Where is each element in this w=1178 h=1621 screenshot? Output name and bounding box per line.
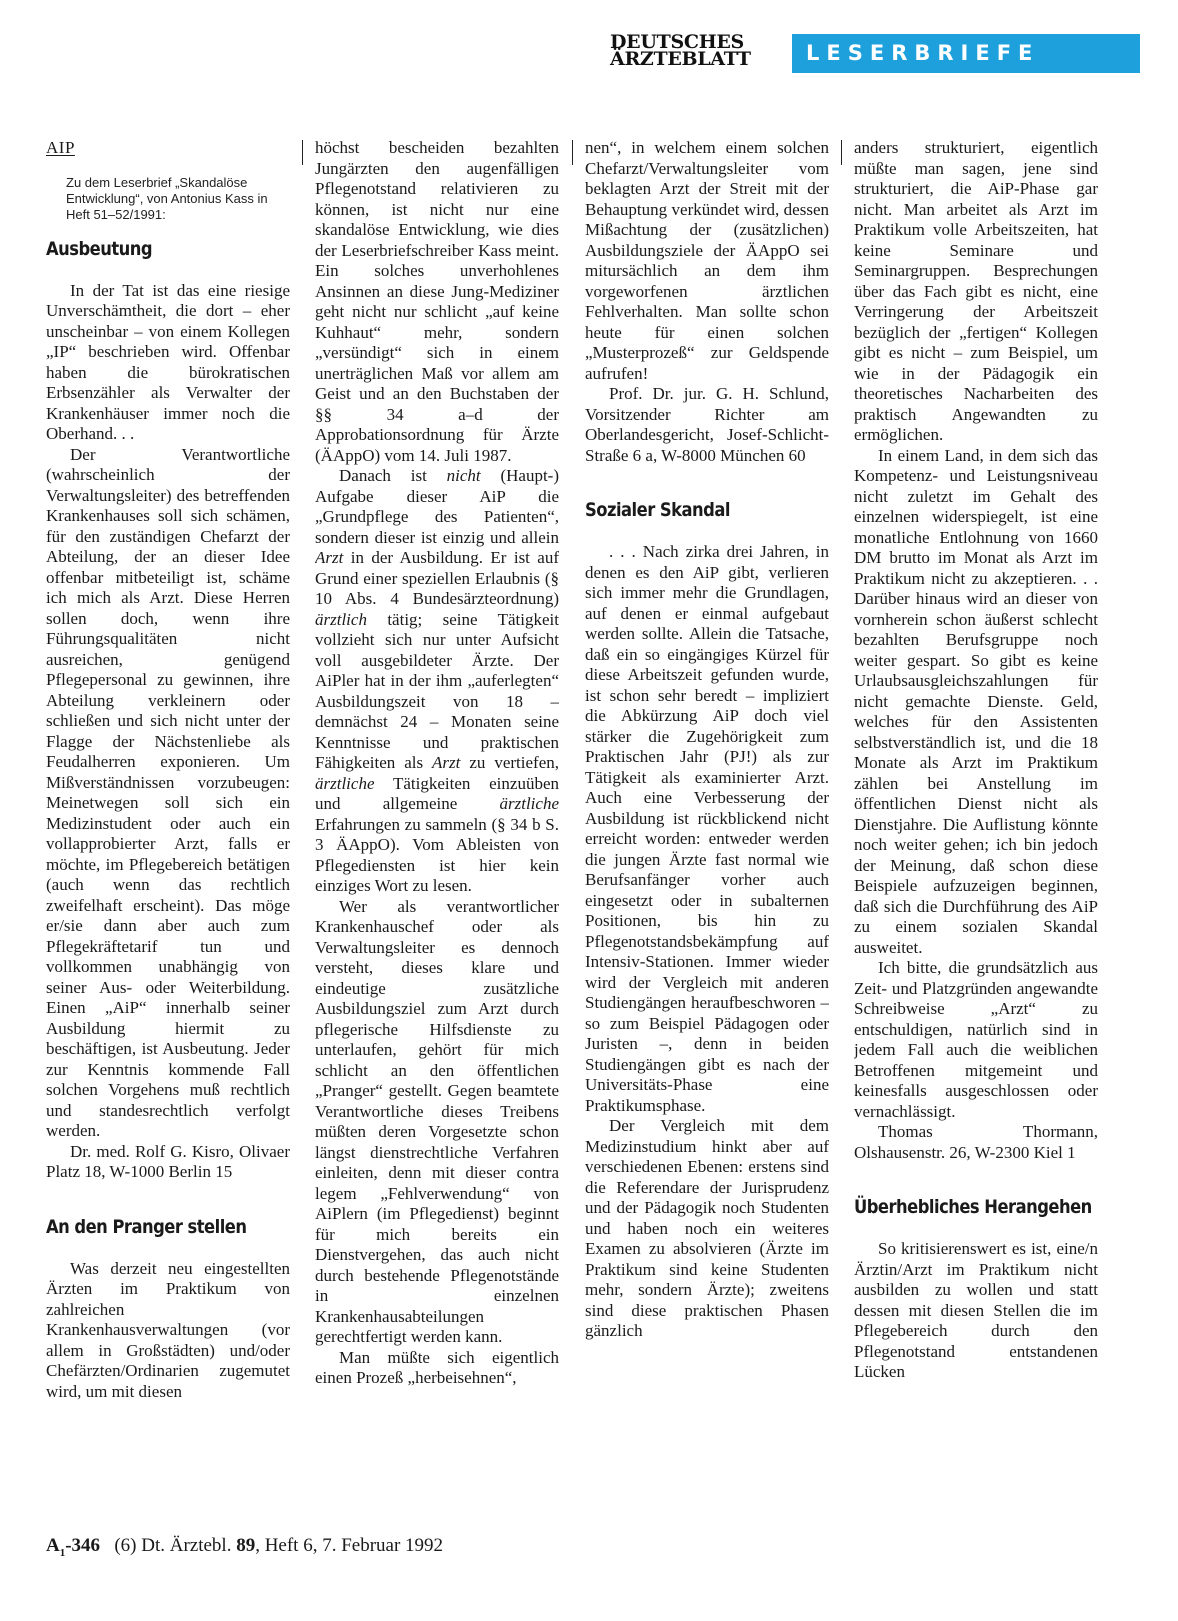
issue-date: , Heft 6, 7. Februar 1992 <box>255 1535 444 1556</box>
letter-signature: Dr. med. Rolf G. Kisro, Olivaer Platz 18, W-1000 Berlin 15 <box>46 1141 290 1181</box>
letter-paragraph: In der Tat ist das eine riesige Unverschämtheit, die dort – eher unscheinbar – von einem Kollegen „IP“ beschrieben wird. Offenbar haben die bürokratischen Erbsenzähler als Verwalter der Krankenhäuser immer noch die Oberhand. . . <box>46 280 290 443</box>
masthead <box>610 31 1140 74</box>
column-rule <box>841 140 842 165</box>
page-prefix: A <box>46 1535 60 1556</box>
letter-paragraph: In einem Land, in dem sich das Kompetenz- und Leistungsniveau nicht zuletzt im Gehalt des einzelnen widerspiegelt, ist eine monatliche Entlohnung von 1660 DM brutto im Monat als Arzt im Praktikum nicht zu akzeptieren. . . Darüber hinaus wird an dieser von vornherein schon äußerst schlecht bezahlten Berufsgruppe noch weiter gespart. So gibt es keine Urlaubsausgleichszahlungen für nicht gemachte Dienste. Geld, welches für den Assistenten selbstverständlich ist, und die 18 Monate als Arzt im Praktikum zählen bei Anstellung im öffentlichen Dienst nicht als Dienstjahre. Die Auflistung könnte noch weiter gehen; ich bin jedoch der Meinung, daß schon diese Beispiele aufzuzeigen beginnen, daß sich die Durchführung des AiP zu einem sozialen Skandal ausweitet. <box>854 445 1098 957</box>
column-4 <box>854 138 1098 1518</box>
letter-paragraph: Was derzeit neu eingestellten Ärzten im Praktikum von zahlreichen Krankenhausverwaltungen (vor allem in Großstädten) und/oder Chefärzten/Ordinarien zugemutet wird, um mit diesen <box>46 1258 290 1401</box>
issue-ref: (6) Dt. Ärztebl. <box>114 1535 237 1556</box>
letter-paragraph: Der Vergleich mit dem Medizinstudium hinkt aber auf verschiedenen Ebenen: erstens sind die Referendare der Jurisprudenz und der Pädagogik noch Studenten und haben noch ein weiteres Examen zu absolvieren (Ärzte im Praktikum sind keine Studenten mehr, sondern Ärzte); zweitens sind diese praktischen Phasen gänzlich <box>585 1116 829 1340</box>
letter-paragraph: Danach ist nicht (Haupt-) Aufgabe dieser AiP die „Grundpflege des Patienten“, sondern dieser ist einzig und allein Arzt in der Ausbildung. Er ist auf Grund einer speziellen Erlaubnis (§ 10 Abs. 4 Bundesärzteordnung) ärztlich tätig; seine Tätigkeit vollzieht sich nur unter Aufsicht voll ausgebildeter Ärzte. Der AiPler hat in der ihm „auferlegten“ Ausbildungszeit von 18 – demnächst 24 – Monaten seine Kenntnisse und praktischen Fähigkeiten als Arzt zu vertiefen, ärztliche Tätigkeiten einzuüben und allgemeine ärztliche Erfahrungen zu sammeln (§ 34 b S. 3 ÄAppO). Vom Ableisten von Pflegediensten ist hier kein einziges Wort zu lesen. <box>315 466 559 895</box>
page-subscript: 1 <box>59 1546 66 1559</box>
letter-paragraph: Ich bitte, die grundsätzlich aus Zeit- und Platzgründen angewandte Schreibweise „Arzt“ zu entschuldigen, natürlich sind in jedem Fall auch die weiblichen Betroffenen mitgemeint und keinesfalls ausgeschlossen oder vernachlässigt. <box>854 958 1098 1121</box>
letter-paragraph: Man müßte sich eigentlich einen Prozeß „herbeisehnen“, <box>315 1347 559 1387</box>
letter-paragraph: . . . Nach zirka drei Jahren, in denen es den AiP gibt, verlieren sich immer mehr die Grundlagen, auf denen er einmal aufgebaut werden sollte. Allein die Tatsache, daß ein so eingängiges Kürzel für diese Arbeitszeit gefunden wurde, ist schon sehr beredt – impliziert die Abkürzung AiP doch viel stärker die Zugehörigkeit zum Praktischen Jahr (PJ!) als zur Tätigkeit als examinierter Arzt. Auch eine Verbesserung der Ausbildung ist rückblickend nicht erreicht worden: entweder werden die jungen Ärzte fast normal wie Berufsanfänger vorher auch eingesetzt oder in subalternen Positionen, bis hin zu Pflegenotstandsbekämpfung auf Intensiv-Stationen. Immer wieder wird der Vergleich mit anderen Studiengängen heraufbeschworen – so zum Beispiel Pädagogen oder Juristen –, denn in beiden Studiengängen gibt es nach der Universitäts-Phase eine Praktikumsphase. <box>585 542 829 1115</box>
letter-signature: Thomas Thormann, Olshausenstr. 26, W-2300 Kiel 1 <box>854 1122 1098 1162</box>
letter-heading: Sozialer Skandal <box>585 499 730 521</box>
logo-line-1: DEUTSCHES <box>610 31 744 53</box>
letter-paragraph: Der Verantwortliche (wahrscheinlich der Verwaltungsleiter) des betreffenden Krankenhauses soll sich schämen, für den zuständigen Chefarzt der Abteilung, der an dieser Idee offenbar mitbeteiligt ist, schäme ich mich als Arzt. Diese Herren sollen doch, wenn ihre Führungsqualitäten nicht ausreichen, genügend Pflegepersonal zu gewinnen, ihre Abteilung verkleinern oder schließen und sich nicht unter der Flagge der Nächstenliebe als Feudalherren exponieren. Um Mißverständnissen vorzubeugen: Meinetwegen soll sich ein Medizinstudent oder auch ein vollapprobierter Arzt, falls er möchte, im Pflegebereich betätigen (auch wenn das rechtlich zweifelhaft erscheint). Das möge er/sie dann aber auch zum Pflegekräftetarif tun und vollkommen unabhängig von seiner Aus- oder Weiterbildung. Einen „AiP“ innerhalb seiner Ausbildung hiermit zu beschäftigen, ist Ausbeutung. Jeder zur Kenntnis kommende Fall solchen Vorgehens muß rechtlich und standesrechtlich verfolgt werden. <box>46 444 290 1140</box>
letter-paragraph: Wer als verantwortlicher Krankenhauschef oder als Verwaltungsleiter es dennoch versteht, dieses klare und eindeutige zusätzliche Ausbildungsziel zum Arzt durch pflegerische Hilfsdienste zu unterlaufen, gehört für mich schlicht an den öffentlichen „Pranger“ gestellt. Gegen beamtete Verantwortliche dieses Treibens müßten deren Vorgesetzte schon längst dienstrechtliche Verfahren einleiten, denn mit dieser contra legem „Fehlverwendung“ von AiPlern (im Pflegedienst) beginnt für mich bereits ein Dienstvergehen, das auch nicht durch bestehende Pflegenotstände in einzelnen Krankenhausabteilungen gerechtfertigt werden kann. <box>315 896 559 1346</box>
column-2 <box>315 138 559 1518</box>
column-rule <box>572 140 573 165</box>
letter-heading: An den Pranger stellen <box>46 1215 247 1238</box>
letter-signature: Prof. Dr. jur. G. H. Schlund, Vorsitzender Richter am Oberlandesgericht, Josef-Schlicht-Straße 6 a, W-8000 München 60 <box>585 384 829 465</box>
section-label: LESERBRIEFE <box>792 34 1140 73</box>
column-3 <box>585 138 829 1518</box>
letter-intro: Zu dem Leserbrief „Skandalöse Entwicklung“, von Antonius Kass in Heft 51–52/1991: <box>66 174 268 222</box>
column-rule <box>302 140 303 165</box>
topic-label: AIP <box>46 138 75 157</box>
letter-paragraph: anders strukturiert, eigentlich müßte man sagen, jene sind strukturiert, die AiP-Phase gar nicht. Man arbeitet als Arzt im Praktikum volle Arbeitszeiten, hat keine Seminare und Seminargruppen. Besprechungen über das Fach gibt es nicht, eine Verringerung der Arbeitszeit bezüglich der „fertigen“ Kollegen gibt es nicht – zum Beispiel, um wie in der Pädagogik ein theoretisches Nacharbeiten des praktisch Angewandten zu ermöglichen. <box>854 138 1098 444</box>
page-number: -346 <box>65 1535 101 1556</box>
journal-logo <box>610 31 792 70</box>
column-1 <box>46 138 290 1518</box>
letter-paragraph: höchst bescheiden bezahlten Jungärzten den augenfälligen Pflegenotstand relativieren zu können, ist nicht nur eine skandalöse Entwicklung, wie dies der Leserbriefschreiber Kass meint. Ein solches unverhohlenes Ansinnen an diese Jung-Mediziner geht nicht nur schlicht „auf keine Kuhhaut“ mehr, sondern „versündigt“ sich in einem unerträglichen Maß vor allem am Geist und an den Buchstaben der §§ 34 a–d der Approbationsordnung für Ärzte (ÄAppO) vom 14. Juli 1987. <box>315 138 559 465</box>
letter-heading: Überhebliches Herangehen <box>854 1196 1092 1218</box>
letter-paragraph: So kritisierenswert es ist, eine/n Ärztin/Arzt im Praktikum nicht ausbilden zu wollen und statt dessen mit diesen Stellen die im Pflegebereich durch den Pflegenotstand entstandenen Lücken <box>854 1239 1098 1381</box>
letter-paragraph: nen“, in welchem einem solchen Chefarzt/Verwaltungsleiter vom beklagten Arzt der Streit mit der Behauptung verkündet wird, dessen Mißachtung der (zusätzlichen) Ausbildungsziele der ÄAppO sei mitursächlich an dem ihm vorgeworfenen ärztlichen Fehlverhalten. Man sollte schon heute für einen solchen „Musterprozeß“ zur Geldspende aufrufen! <box>585 138 829 383</box>
logo-line-2: ÄRZTEBLATT <box>610 48 751 70</box>
volume-number: 89 <box>236 1535 256 1556</box>
letter-heading: Ausbeutung <box>46 237 153 260</box>
page-footer <box>46 1535 443 1559</box>
